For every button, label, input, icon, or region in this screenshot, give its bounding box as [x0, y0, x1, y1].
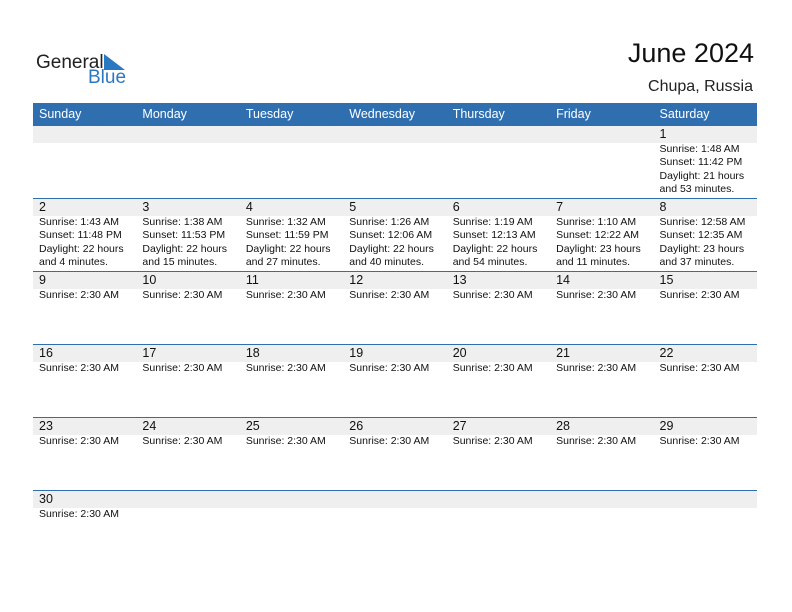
logo-general: General [36, 52, 104, 73]
day-info-line: Sunset: 11:59 PM [245, 229, 329, 242]
day-cell [33, 272, 136, 345]
day-info-line: Daylight: 22 hours [39, 242, 124, 255]
day-number: 27 [452, 419, 467, 433]
day-info-line: Sunrise: 2:30 AM [245, 362, 326, 374]
day-cell [550, 345, 653, 418]
day-number: 14 [556, 273, 571, 287]
day-number: 30 [39, 492, 53, 506]
day-number: 19 [349, 346, 364, 360]
empty-cell [654, 491, 757, 564]
empty-cell [550, 491, 653, 564]
day-info-line: Sunrise: 2:30 AM [556, 289, 637, 301]
day-number: 6 [452, 200, 460, 214]
day-info-line: Sunrise: 2:30 AM [452, 435, 533, 447]
empty-cell [550, 126, 653, 199]
empty-cell [136, 491, 239, 564]
day-info-line: Sunrise: 1:26 AM [349, 216, 430, 228]
day-info-line: Sunset: 11:53 PM [142, 229, 226, 242]
day-number: 29 [659, 419, 674, 433]
empty-cell [447, 491, 550, 564]
day-number: 4 [245, 200, 253, 214]
day-cell [447, 418, 550, 491]
day-cell [136, 345, 239, 418]
day-info-line: Sunrise: 2:30 AM [659, 435, 740, 447]
day-info-line: Sunrise: 2:30 AM [245, 435, 326, 447]
day-info-line: and 27 minutes. [245, 255, 321, 268]
day-info-line: Daylight: 22 hours [349, 242, 434, 255]
day-number: 5 [349, 200, 357, 214]
day-cell [654, 199, 757, 272]
empty-cell [240, 491, 343, 564]
day-info-line: Sunset: 12:13 AM [452, 229, 536, 242]
day-number: 18 [245, 346, 260, 360]
day-info-line: Daylight: 22 hours [245, 242, 331, 255]
day-info-line: Sunrise: 2:30 AM [142, 289, 223, 301]
day-info-line: Daylight: 22 hours [142, 242, 228, 255]
weekday-header [33, 103, 757, 125]
day-info-line: Daylight: 22 hours [452, 242, 538, 255]
weekday-tuesday: Tuesday [245, 107, 294, 121]
empty-cell [240, 126, 343, 199]
weekday-saturday: Saturday [659, 107, 710, 121]
week-row [33, 198, 757, 272]
empty-cell [343, 491, 446, 564]
day-number: 9 [39, 273, 46, 287]
day-number: 26 [349, 419, 364, 433]
empty-cell [33, 126, 136, 199]
day-info-line: and 40 minutes. [349, 255, 424, 268]
day-number: 8 [659, 200, 667, 214]
page-title: June 2024 [627, 38, 754, 68]
day-number: 11 [245, 273, 259, 287]
empty-cell [343, 126, 446, 199]
day-cell [654, 345, 757, 418]
day-info-line: Sunrise: 2:30 AM [39, 435, 119, 447]
day-cell [240, 272, 343, 345]
day-info-line: Sunrise: 2:30 AM [39, 508, 119, 520]
day-info-line: Sunrise: 2:30 AM [142, 435, 223, 447]
day-cell [343, 272, 446, 345]
day-info-line: Sunrise: 2:30 AM [452, 289, 533, 301]
day-info-line: and 15 minutes. [142, 255, 218, 268]
day-info-line: Sunrise: 2:30 AM [39, 289, 119, 301]
day-cell [240, 418, 343, 491]
day-number: 13 [452, 273, 467, 287]
day-info-line: and 37 minutes. [659, 255, 735, 268]
day-cell [654, 418, 757, 491]
day-number: 20 [452, 346, 467, 360]
day-number: 10 [142, 273, 157, 287]
week-row [33, 271, 757, 345]
day-number: 1 [659, 127, 667, 141]
day-cell [550, 199, 653, 272]
empty-cell [447, 126, 550, 199]
day-info-line: Sunrise: 2:30 AM [659, 362, 740, 374]
day-info-line: and 53 minutes. [659, 182, 735, 195]
day-number: 22 [659, 346, 674, 360]
day-number: 17 [142, 346, 157, 360]
day-info-line: Sunset: 12:22 AM [556, 229, 639, 242]
day-info-line: Sunrise: 2:30 AM [142, 362, 223, 374]
week-row [33, 490, 757, 564]
day-info-line: Sunset: 11:42 PM [659, 156, 743, 169]
week-row [33, 417, 757, 491]
day-info-line: Sunrise: 2:30 AM [349, 289, 430, 301]
week-row [33, 125, 757, 199]
day-info-line: Sunrise: 2:30 AM [245, 289, 326, 301]
day-number: 2 [39, 200, 46, 214]
day-number: 3 [142, 200, 150, 214]
day-info-line: Sunrise: 1:10 AM [556, 216, 637, 228]
day-cell [240, 199, 343, 272]
day-number: 23 [39, 419, 53, 433]
logo [36, 52, 136, 92]
day-info-line: Sunrise: 2:30 AM [659, 289, 740, 301]
day-number: 21 [556, 346, 571, 360]
day-info-line: Sunrise: 2:30 AM [556, 435, 637, 447]
empty-cell [136, 126, 239, 199]
day-cell [447, 345, 550, 418]
week-row [33, 344, 757, 418]
day-info-line: Sunrise: 2:30 AM [39, 362, 119, 374]
day-cell [550, 418, 653, 491]
day-info-line: Sunrise: 1:38 AM [142, 216, 223, 228]
day-info-line: Sunrise: 1:19 AM [452, 216, 533, 228]
day-cell [343, 418, 446, 491]
day-cell [447, 272, 550, 345]
day-info-line: Sunrise: 1:43 AM [39, 216, 119, 228]
day-cell [136, 272, 239, 345]
day-cell [136, 418, 239, 491]
day-number: 25 [245, 419, 260, 433]
day-cell [343, 345, 446, 418]
day-info-line: Sunset: 12:35 AM [659, 229, 743, 242]
day-cell [240, 345, 343, 418]
day-info-line: Sunrise: 1:48 AM [659, 143, 740, 155]
day-cell [33, 345, 136, 418]
weekday-friday: Friday [556, 107, 591, 121]
day-number: 16 [39, 346, 53, 360]
day-number: 28 [556, 419, 571, 433]
day-cell [33, 491, 136, 564]
day-number: 7 [556, 200, 564, 214]
day-cell [343, 199, 446, 272]
day-cell [33, 199, 136, 272]
day-info-line: Daylight: 23 hours [556, 242, 641, 255]
day-info-line: and 11 minutes. [556, 255, 631, 268]
weekday-monday: Monday [142, 107, 187, 121]
day-info-line: Sunset: 12:06 AM [349, 229, 433, 242]
day-info-line: Sunrise: 2:30 AM [452, 362, 533, 374]
day-info-line: Sunrise: 2:30 AM [556, 362, 637, 374]
day-info-line: Daylight: 21 hours [659, 169, 745, 182]
day-cell [33, 418, 136, 491]
weekday-wednesday: Wednesday [349, 107, 416, 121]
day-info-line: Sunrise: 2:30 AM [349, 435, 430, 447]
weekday-sunday: Sunday [39, 107, 82, 121]
day-info-line: and 4 minutes. [39, 255, 108, 268]
day-info-line: Daylight: 23 hours [659, 242, 745, 255]
day-info-line: Sunset: 11:48 PM [39, 229, 122, 242]
day-cell [136, 199, 239, 272]
day-number: 12 [349, 273, 364, 287]
day-info-line: Sunrise: 12:58 AM [659, 216, 746, 228]
day-number: 24 [142, 419, 157, 433]
day-cell [654, 272, 757, 345]
day-cell [654, 126, 757, 199]
logo-blue: Blue [88, 67, 127, 88]
day-number: 15 [659, 273, 674, 287]
day-info-line: Sunrise: 2:30 AM [349, 362, 430, 374]
location: Chupa, Russia [648, 78, 753, 95]
day-cell [550, 272, 653, 345]
day-info-line: Sunrise: 1:32 AM [245, 216, 326, 228]
weekday-thursday: Thursday [452, 107, 505, 121]
day-info-line: and 54 minutes. [452, 255, 528, 268]
day-cell [447, 199, 550, 272]
